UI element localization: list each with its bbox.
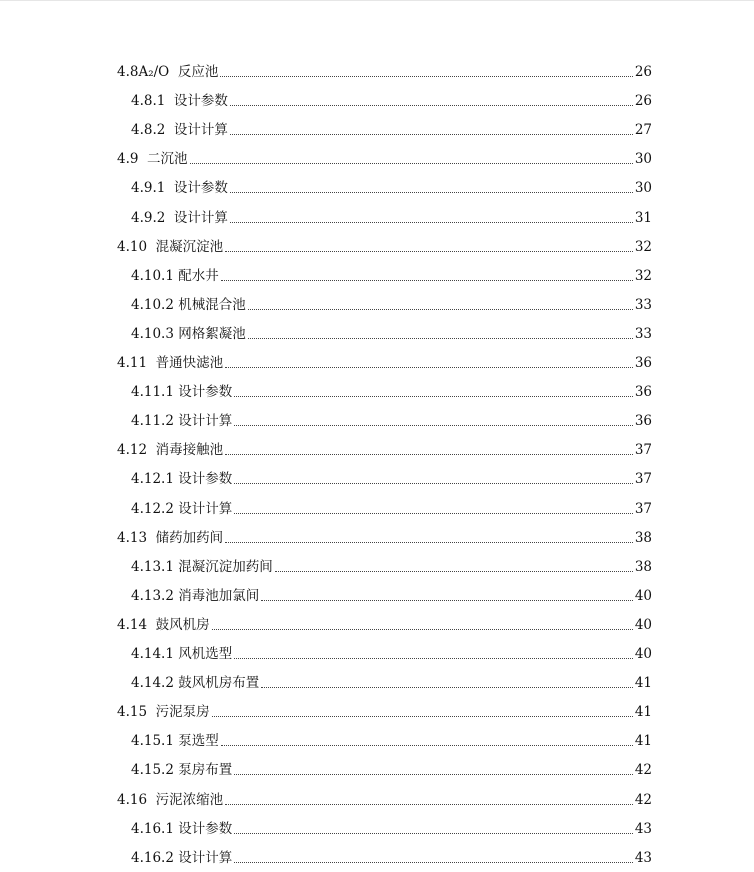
toc-dot-leader [221,744,633,746]
toc-entry-title: 4.12.1 设计参数 [131,471,233,488]
toc-subsection-entry [0,640,754,662]
toc-page-number: 43 [634,820,652,837]
toc-entry-title: 4.9.2 设计计算 [131,209,228,226]
toc-subsection-entry [0,291,754,313]
toc-page-number: 27 [634,122,652,139]
toc-page-number: 31 [634,209,652,226]
toc-subsection-entry [0,174,754,196]
toc-page-number: 32 [634,238,652,255]
toc-section-entry [0,436,754,458]
toc-page-number: 37 [634,500,652,517]
toc-page-number: 26 [634,64,652,80]
toc-dot-leader [234,482,633,484]
toc-dot-leader [275,570,633,572]
toc-subsection-entry [0,465,754,487]
toc-page-number: 32 [634,267,652,284]
toc-entry-title: 4.15 污泥泵房 [117,704,210,721]
toc-page-number: 36 [634,384,652,401]
toc-dot-leader [248,308,633,310]
toc-dot-leader [225,541,633,543]
toc-dot-leader [234,424,633,426]
toc-page-number: 42 [634,762,652,779]
toc-page-number: 43 [634,849,652,866]
toc-subsection-entry [0,87,754,109]
toc-page-number: 33 [634,296,652,313]
toc-page-number: 30 [634,151,652,168]
toc-dot-leader [248,337,633,339]
toc-entry-title: 4.11.2 设计计算 [131,413,233,430]
toc-entry-title: 4.12 消毒接触池 [117,442,224,459]
toc-page-number: 38 [634,529,652,546]
toc-subsection-entry [0,669,754,691]
toc-dot-leader [225,250,633,252]
toc-dot-leader [221,279,633,281]
toc-section-entry [0,349,754,371]
toc-entry-title: 4.11 普通快滤池 [117,355,224,371]
toc-entry-title: 4.16 污泥浓缩池 [117,791,224,808]
toc-section-entry [0,611,754,633]
toc-dot-leader [225,453,633,455]
toc-page-number: 40 [634,587,652,604]
toc-page-number: 40 [634,646,652,662]
toc-dot-leader [230,133,633,135]
toc-dot-leader [220,75,632,77]
toc-entry-title: 4.11.1 设计参数 [131,384,233,401]
toc-page-number: 36 [634,355,652,371]
toc-subsection-entry [0,378,754,400]
toc-entry-title: 4.12.2 设计计算 [131,500,233,517]
toc-entry-title: 4.8.1 设计参数 [131,93,228,110]
toc-dot-leader [212,628,633,630]
toc-section-entry [0,145,754,167]
toc-dot-leader [230,221,633,223]
toc-subsection-entry [0,815,754,837]
toc-dot-leader [234,773,633,775]
toc-entry-title: 4.10.2 机械混合池 [131,296,246,313]
toc-subsection-entry [0,582,754,604]
toc-entry-title: 4.16.1 设计参数 [131,820,233,837]
toc-entry-title: 4.14 鼓风机房 [117,616,210,633]
toc-entry-title: 4.16.2 设计计算 [131,849,233,866]
toc-page-number: 37 [634,442,652,459]
toc-dot-leader [230,104,633,106]
toc-page-number: 41 [634,733,652,750]
toc-subsection-entry [0,262,754,284]
toc-entry-title: 4.15.1 泵选型 [131,733,219,750]
toc-page-number: 41 [634,704,652,721]
toc-dot-leader [190,162,633,164]
toc-page-number: 37 [634,471,652,488]
toc-entry-title: 4.14.2 鼓风机房布置 [131,675,260,692]
toc-subsection-entry [0,727,754,749]
toc-entry-title: 4.13.1 混凝沉淀加药间 [131,558,273,575]
toc-dot-leader [225,366,633,368]
toc-entry-title: 4.10 混凝沉淀池 [117,238,224,255]
toc-dot-leader [225,803,633,805]
toc-page-number: 40 [634,616,652,633]
toc-entry-title: 4.14.1 风机选型 [131,646,233,662]
toc-entry-title: 4.10.3 网格絮凝池 [131,325,246,342]
toc-subsection-entry [0,204,754,226]
toc-section-entry [0,786,754,808]
toc-section-entry [0,524,754,546]
toc-dot-leader [234,512,633,514]
toc-entry-title: 4.9.1 设计参数 [131,180,228,197]
toc-entry-title: 4.10.1 配水井 [131,267,219,284]
toc-page-number: 42 [634,791,652,808]
toc-subsection-entry [0,495,754,517]
toc-page-number: 33 [634,325,652,342]
toc-page-number: 41 [634,675,652,692]
toc-dot-leader [261,599,633,601]
toc-dot-leader [230,191,633,193]
toc-subsection-entry [0,116,754,138]
toc-subsection-entry [0,320,754,342]
toc-page-number: 30 [634,180,652,197]
toc-entry-title: 4.9 二沉池 [117,151,188,168]
toc-subsection-entry [0,553,754,575]
toc-section-entry [0,233,754,255]
toc-section-entry [0,58,754,80]
toc-dot-leader [212,715,633,717]
toc-entry-title: 4.8.2 设计计算 [131,122,228,139]
toc-dot-leader [261,686,633,688]
toc-entry-title: 4.8A₂/O 反应池 [117,64,219,80]
toc-page-number: 36 [634,413,652,430]
toc-entry-title: 4.13.2 消毒池加氯间 [131,587,260,604]
toc-subsection-entry [0,407,754,429]
toc-dot-leader [234,395,633,397]
toc-dot-leader [234,861,633,863]
toc-page-number: 26 [634,93,652,110]
toc-dot-leader [234,832,633,834]
toc-entry-title: 4.13 储药加药间 [117,529,224,546]
toc-dot-leader [234,657,633,659]
toc-page-number: 38 [634,558,652,575]
toc-entry-title: 4.15.2 泵房布置 [131,762,233,779]
toc-section-entry [0,698,754,720]
toc-subsection-entry [0,844,754,866]
toc-subsection-entry [0,756,754,778]
